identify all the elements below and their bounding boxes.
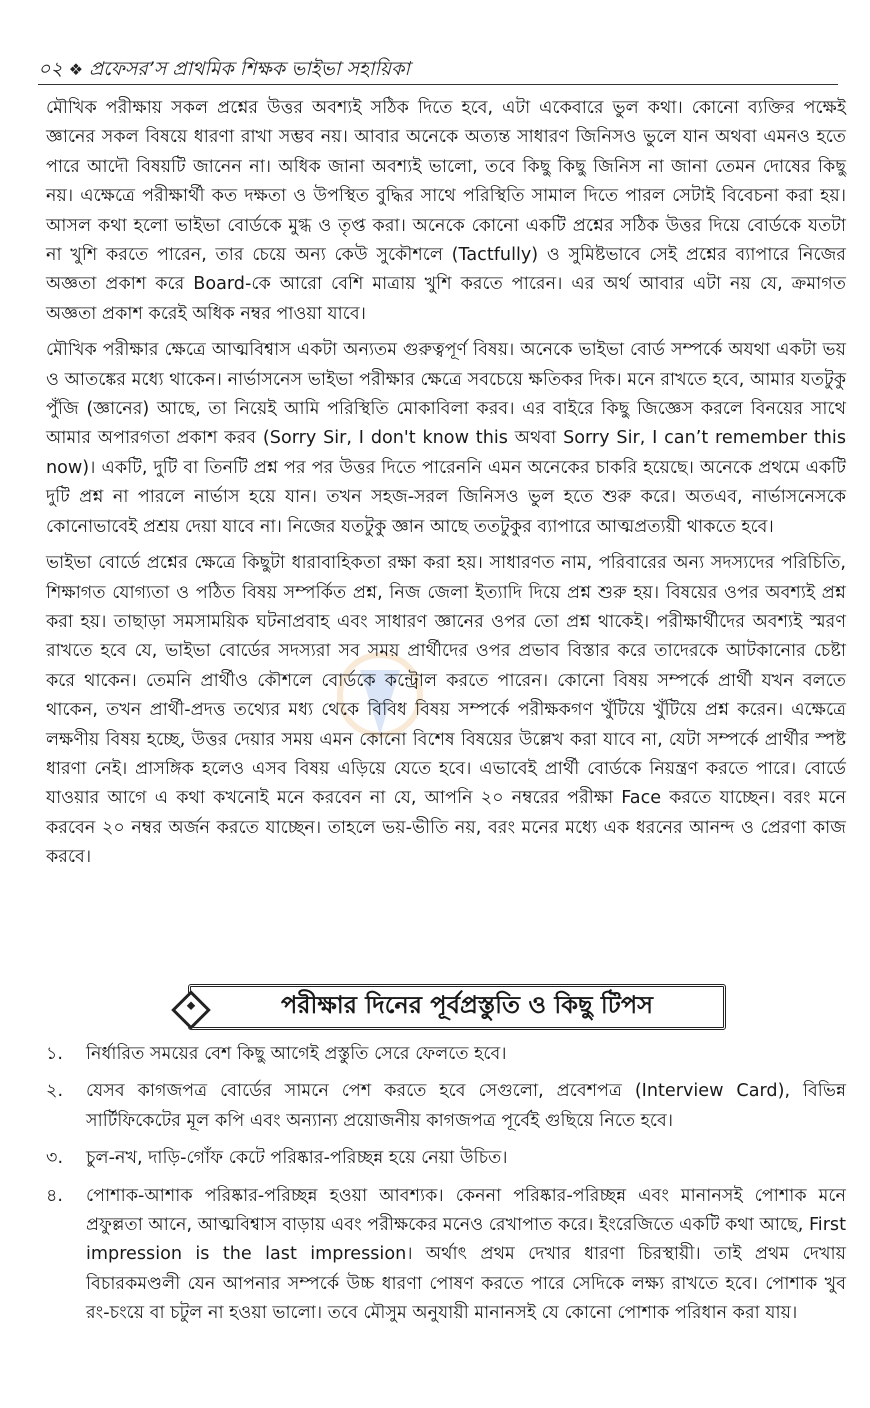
body-text [46, 94, 846, 880]
list-item [46, 1077, 846, 1136]
list-item-number: ২. [46, 1081, 64, 1102]
list-item-number: ১. [46, 1044, 64, 1064]
book-title: প্রফেসর’স প্রাথমিক শিক্ষক ভাইভা সহায়িকা [89, 58, 410, 80]
list-item [46, 1144, 846, 1173]
running-header [38, 55, 828, 87]
paragraph-2: মৌখিক পরীক্ষার ক্ষেত্রে আত্মবিশ্বাস একটা অন্যতম গুরুত্বপূর্ণ বিষয়। অনেকে ভাইভা বোর্ড সম্পর্কে অযথা একটা ভয় ও আতঙ্কের মধ্যে থাকেন। নার্ভাসনেস ভাইভা পরীক্ষার ক্ষেত্রে সবচেয়ে ক্ষতিকর দিক। মনে রাখতে হবে, আমার যতটুকু পুঁজি (জ্ঞানের) আছে, তা নিয়েই আমি পরিস্থিতি মোকাবিলা করব। এর বাইরে কিছু জিজ্ঞেস করলে বিনয়ের সাথে আমার অপারগতা প্রকাশ করব (Sorry Sir, I don't know this অথবা Sorry Sir, I can’t remember this now)। একটি, দুটি বা তিনটি প্রশ্ন পর পর উত্তর দিতে পারেননি এমন অনেকের চাকরি হয়েছে। অনেকে প্রথমে একটি দুটি প্রশ্ন না পারলে নার্ভাস হয়ে যান। তখন সহজ-সরল জিনিসও ভুল হতে শুরু করে। অতএব, নার্ভাসনেসকে কোনোভাবেই প্রশ্রয় দেয়া যাবে না। নিজের যতটুকু জ্ঞান আছে ততটুকুর ব্যাপারে আত্মপ্রত্যয়ী থাকতে হবে। [46, 340, 846, 537]
list-item-text: যেসব কাগজপত্র বোর্ডের সামনে পেশ করতে হবে সেগুলো, প্রবেশপত্র (Interview Card), বিভিন্ন সার্টিফিকেটের মূল কপি এবং অন্যান্য প্রয়োজনীয় কাগজপত্র পূর্বেই গুছিয়ে নিতে হবে। [86, 1081, 846, 1131]
section-title: পরীক্ষার দিনের পূর্বপ্রস্তুতি ও কিছু টিপস [280, 991, 654, 1019]
list-item-number: ৩. [46, 1148, 64, 1169]
paragraph-3: ভাইভা বোর্ডে প্রশ্নের ক্ষেত্রে কিছুটা ধারাবাহিকতা রক্ষা করা হয়। সাধারণত নাম, পরিবারের অন্য সদস্যদের পরিচিতি, শিক্ষাগত যোগ্যতা ও পঠিত বিষয় সম্পর্কিত প্রশ্ন, নিজ জেলা ইত্যাদি দিয়ে প্রশ্ন শুরু হয়। বিষয়ের ওপর অবশ্যই প্রশ্ন করা হয়। তাছাড়া সমসাময়িক ঘটনাপ্রবাহ এবং সাধারণ জ্ঞানের ওপর তো প্রশ্ন থাকেই। পরীক্ষার্থীদের অবশ্যই স্মরণ রাখতে হবে যে, ভাইভা বোর্ডের সদস্যরা সব সময় প্রার্থীদের ওপর প্রভাব বিস্তার করে তাদেরকে আটকানোর চেষ্টা করে থাকেন। তেমনি প্রার্থীও কৌশলে বোর্ডকে কন্ট্রোল করতে পারেন। কোনো বিষয় সম্পর্কে প্রার্থী যখন বলতে থাকেন, তখন প্রার্থী-প্রদত্ত তথ্যের মধ্য থেকে বিবিধ বিষয় সম্পর্কে পরীক্ষকগণ খুঁটিয়ে খুঁটিয়ে প্রশ্ন করেন। এক্ষেত্রে লক্ষণীয় বিষয় হচ্ছে, উত্তর দেয়ার সময় এমন কোনো বিশেষ বিষয়ের উল্লেখ করা যাবে না, যেটা সম্পর্কে প্রার্থীর স্পষ্ট ধারণা নেই। প্রাসঙ্গিক হলেও এসব বিষয় এড়িয়ে যেতে হবে। এভাবেই প্রার্থী বোর্ডকে নিয়ন্ত্রণ করতে পারে। বোর্ডে যাওয়ার আগে এ কথা কখনোই মনে করবেন না যে, আপনি ২০ নম্বরের পরীক্ষা Face করতে যাচ্ছেন। বরং মনে করবেন ২০ নম্বর অর্জন করতে যাচ্ছেন। তাহলে ভয়-ভীতি নয়, বরং মনের মধ্যে এক ধরনের আনন্দ ও প্রেরণা কাজ করবে। [46, 553, 846, 868]
header-rule [38, 84, 838, 85]
separator-icon: ❖ [68, 60, 84, 79]
list-item [46, 1040, 846, 1069]
list-item-text: নির্ধারিত সময়ের বেশ কিছু আগেই প্রস্তুতি সেরে ফেলতে হবে। [86, 1044, 507, 1064]
list-item-number: ৪. [46, 1185, 64, 1206]
section-heading-box [188, 984, 726, 1030]
list-item-text: চুল-নখ, দাড়ি-গোঁফ কেটে পরিষ্কার-পরিচ্ছন্ন হয়ে নেয়া উচিত। [86, 1148, 508, 1169]
list-item [46, 1182, 846, 1329]
page-number: ০২ [38, 58, 63, 80]
diamond-icon [171, 990, 211, 1030]
list-item-text: পোশাক-আশাক পরিষ্কার-পরিচ্ছন্ন হওয়া আবশ্যক। কেননা পরিষ্কার-পরিচ্ছন্ন এবং মানানসই পোশাক মনে প্রফুল্লতা আনে, আত্মবিশ্বাস বাড়ায় এবং পরীক্ষকের মনেও রেখাপাত করে। ইংরেজিতে একটি কথা আছে, First impression is the last impression। অর্থাৎ প্রথম দেখার ধারণা চিরস্থায়ী। তাই প্রথম দেখায় বিচারকমণ্ডলী যেন আপনার সম্পর্কে উচ্চ ধারণা পোষণ করতে পারে সেদিকে লক্ষ্য রাখতে হবে। পোশাক খুব রং-চংয়ে বা চটুল না হওয়া ভালো। তবে মৌসুম অনুযায়ী মানানসই যে কোনো পোশাক পরিধান করা যায়। [86, 1185, 846, 1324]
paragraph-1: মৌখিক পরীক্ষায় সকল প্রশ্নের উত্তর অবশ্যই সঠিক দিতে হবে, এটা একেবারে ভুল কথা। কোনো ব্যক্তির পক্ষেই জ্ঞানের সকল বিষয়ে ধারণা রাখা সম্ভব নয়। আবার অনেকে অত্যন্ত সাধারণ জিনিসও ভুলে যান অথবা এমনও হতে পারে আদৌ বিষয়টি জানেন না। অধিক জানা অবশ্যই ভালো, তবে কিছু কিছু জিনিস না জানা তেমন দোষের কিছু নয়। এক্ষেত্রে পরীক্ষার্থী কত দক্ষতা ও উপস্থিত বুদ্ধির সাথে পরিস্থিতি সামাল দিতে পারল সেটাই বিবেচনা করা হয়। আসল কথা হলো ভাইভা বোর্ডকে মুগ্ধ ও তৃপ্ত করা। অনেকে কোনো একটি প্রশ্নের সঠিক উত্তর দিয়ে বোর্ডকে যতটা না খুশি করতে পারেন, তার চেয়ে অন্য কেউ সুকৌশলে (Tactfully) ও সুমিষ্টভাবে সেই প্রশ্নের ব্যাপারে নিজের অজ্ঞতা প্রকাশ করে Board-কে আরো বেশি মাত্রায় খুশি করতে পারেন। এর অর্থ আবার এটা নয় যে, ক্রমাগত অজ্ঞতা প্রকাশ করেই অধিক নম্বর পাওয়া যাবে। [46, 98, 846, 324]
tips-list [46, 1040, 846, 1337]
